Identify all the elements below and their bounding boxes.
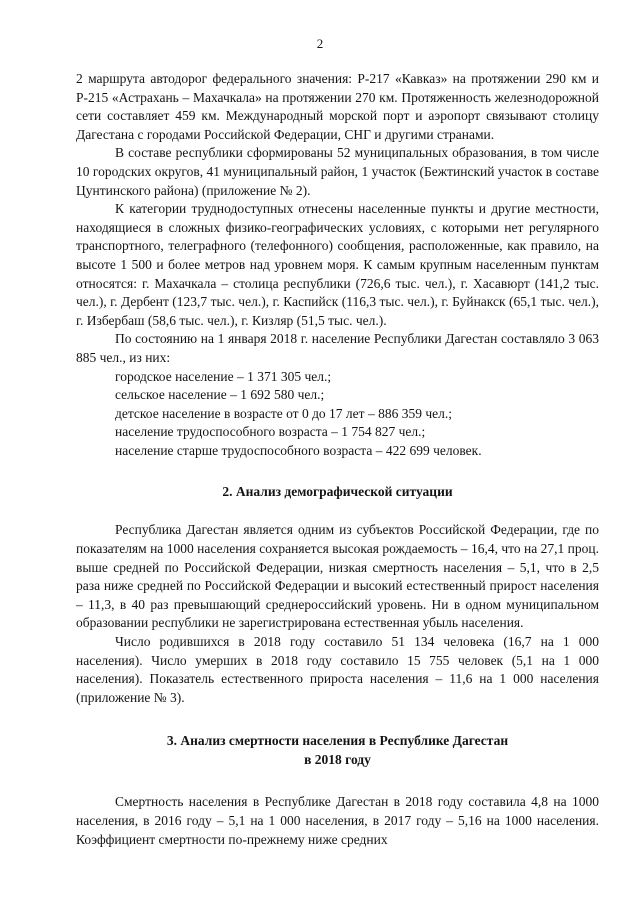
population-item-working-age: население трудоспособного возраста – 1 754 827 чел.; — [115, 424, 426, 440]
paragraph-municipalities: В составе республики сформированы 52 муниципальных образования, в том числе 10 городских округов, 41 муниципальный район, 1 участок (Бежтинский участок в составе Цунтинского района) (приложение № 2). — [76, 145, 599, 198]
population-item-urban: городское население – 1 371 305 чел.; — [115, 368, 332, 384]
paragraph-births-deaths: Число родившихся в 2018 году составило 51 134 человека (16,7 на 1 000 населения). Число умерших в 2018 году составило 15 755 человек (5,1 на 1 000 населения). Показатель естественного прироста населения – 11,6 на 1 000 населения (приложение № 3). — [76, 634, 599, 705]
paragraph-transport: 2 маршрута автодорог федерального значения: Р-217 «Кавказ» на протяжении 290 км и Р-215 «Астрахань – Махачкала» на протяжении 270 км. Протяженность железнодорожной сети составляет 459 км. Международный морской порт и аэропорт связывают столицу Дагестана с городами Российской Федерации, СНГ и другими странами. — [76, 71, 599, 142]
paragraph-demography: Республика Дагестан является одним из субъектов Российской Федерации, где по показателям на 1000 населения сохраняется высокая рождаемость – 16,4, что на 27,1 проц. выше средней по Российской Федерации, низкая смертность населения – 5,1, что в 2,5 раза ниже средней по Российской Федерации и высокий естественный прирост населения – 11,3, в 40 раз превышающий среднероссийский уровень. Ни в одном муниципальном образовании республики не зарегистрирована естественная убыль населения. — [76, 522, 599, 631]
section-3-heading-line-2: в 2018 году — [304, 752, 371, 768]
paragraph-remote-settlements: К категории труднодоступных отнесены населенные пункты и другие местности, находящиеся в сложных физико-географических условиях, с которыми нет регулярного транспортного, телеграфного (телефонного) сообщения, расположенные, как правило, на высоте 1 500 и более метров над уровнем моря. К самым крупным населенным пунктам относятся: г. Махачкала – столица республики (726,6 тыс. чел.), г. Хасавюрт (141,2 тыс. чел.), г. Дербент (123,7 тыс. чел.), г. Каспийск (116,3 тыс. чел.), г. Буйнакск (65,1 тыс. чел.), г. Избербаш (58,6 тыс. чел.), г. Кизляр (51,5 тыс. чел.). — [76, 201, 599, 328]
document-body — [76, 70, 599, 849]
section-3-heading-line-1: 3. Анализ смертности населения в Республике Дагестан — [166, 733, 509, 749]
paragraph-population-total: По состоянию на 1 января 2018 г. население Республики Дагестан составляло 3 063 885 чел., из них: — [76, 331, 599, 365]
section-3-heading — [76, 731, 599, 769]
population-item-rural: сельское население – 1 692 580 чел.; — [115, 387, 325, 403]
population-item-elderly: население старше трудоспособного возраста – 422 699 человек. — [115, 442, 482, 458]
section-2-heading: 2. Анализ демографической ситуации — [222, 484, 453, 500]
paragraph-mortality: Смертность населения в Республике Дагестан в 2018 году составила 4,8 на 1000 населения, в 2016 году – 5,1 на 1 000 населения, в 2017 году – 5,16 на 1000 населения. Коэффициент смертности по-прежнему ниже средних — [76, 794, 599, 847]
population-item-children: детское население в возрасте от 0 до 17 лет – 886 359 чел.; — [115, 405, 452, 421]
page-number: 2 — [316, 36, 324, 51]
